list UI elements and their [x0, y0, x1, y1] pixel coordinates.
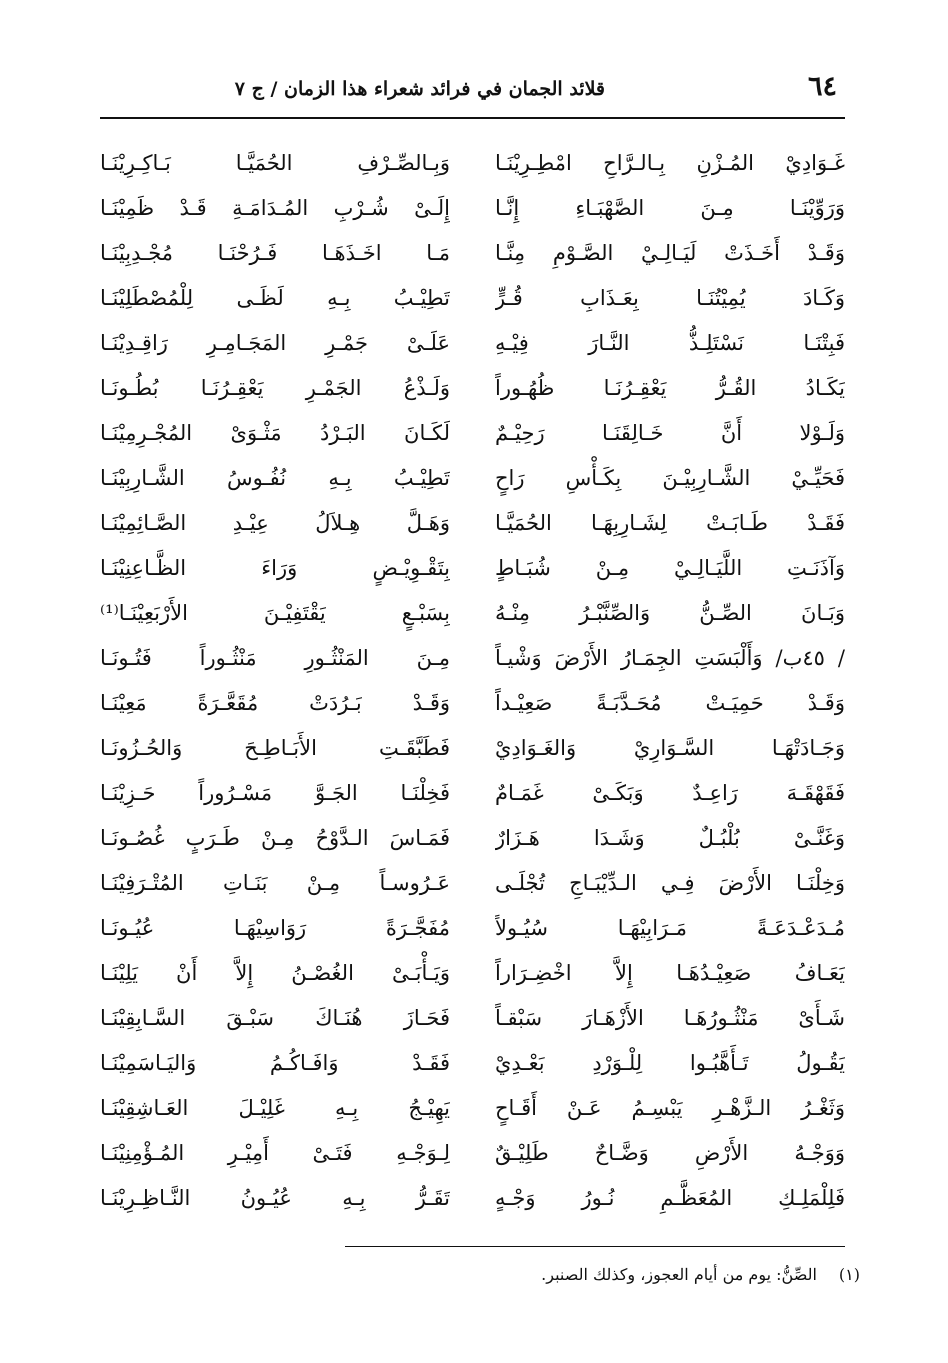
verse-hemistich: وَخِلْنَـا الأَرْضَ فِـي الـدِّيْبَـاجِ تُجْلَـى — [495, 871, 845, 895]
footnote-rule — [345, 1246, 845, 1247]
verse-hemistich: عَـرُوسـاً مِـنْ بَنَـاتِ المُتْـرَفِيْنَـا — [100, 871, 450, 895]
verse-hemistich: لِـوَجْـهِ فَتَـىْ أَمِيْـرِ المُـؤْمِنِيْنَـا — [100, 1141, 450, 1165]
verse-hemistich: فَحَـازَ هُنَـاكَ سَبْـقَ السَّـابِقِيْنَـا — [100, 1006, 450, 1030]
verse-hemistich: فَقَـدْ وَافَـاكُـمُ وَاليَـاسَمِيْنَـا — [100, 1051, 450, 1075]
verse-hemistich: فَبِتْنَـا نَسْتَلِـذُّ النَّـارَ فِيْـهِ — [495, 331, 845, 355]
verse-hemistich: بِتَقْـوِيْـضٍ وَرَاءَ الظَّـاعِنِيْنَـا — [100, 556, 450, 580]
verse-hemistich: وَآذَنَـتِ اللَّيَـالِـيْ مِـنْ شُبَـاطٍ — [495, 556, 845, 580]
verse-hemistich: فَقَـدْ طَـابَـتْ لِشَـارِبِهَـا الحُمَيَّـا — [495, 511, 845, 535]
page-number: ٦٤ — [807, 71, 837, 102]
verse-hemistich: يَعَـافُ صَعِيْـدُهَـا إِلاَّ اخْضِـرَاراً — [495, 961, 845, 985]
verse-hemistich: مُـدَعْـدَعَـةً مَـرَابِيْهَـا سُيُـولاً — [495, 916, 845, 940]
verse-hemistich: وَوَجْـهُ الأَرْضِ وَضَّـاحٌ طَلِيْـقٌ — [495, 1141, 845, 1165]
verse-hemistich: إِلَـىْ شُـرْبِ المُـدَامَـةِ قَـدْ ظَمِيْنَـا — [100, 196, 450, 220]
verse-hemistich: وَقَـدْ بَـرُدَتْ مُقَعَّـرَةً مَعِيْنَـا — [100, 691, 450, 715]
verse-hemistich: وَرَوِّيْنَـا مِـنَ الصَّهْبَـاءِ إِنَّـا — [495, 196, 845, 220]
verse-hemistich: يَكَـادُ القُـرُّ يَعْقِـرُنَـا ظُهُـوراً — [495, 376, 845, 400]
verse-hemistich: شَـأَىْ مَنْثُـورُهَـا الأَزْهَـارَ سَبْقـاً — [495, 1006, 845, 1030]
poem-right-column — [495, 140, 845, 1220]
verse-hemistich: يَقُـولُ تَـأَهَّبُـوا لِلْـوَرْدِ بَعْـدِيْ — [495, 1051, 845, 1075]
verse-hemistich: مِـنَ المَنْثُـورِ مَنْثُـوراً فَتُـونَـا — [100, 646, 450, 670]
verse-hemistich: فَطَبَّقَـتِ الأَبَـاطِـحَ وَالحُـزُونَـا — [100, 736, 450, 760]
verse-hemistich: / ٤٥ب/ وَأَلْبَسَتِ الجِمَـارُ الأَرْضَ وَشْيـاً — [495, 646, 845, 670]
running-title: قلائد الجمان في فرائد شعراء هذا الزمان / ج ٧ — [234, 78, 605, 100]
header-rule — [100, 117, 845, 119]
verse-hemistich: فَحَيِّـيْ الشَّـارِبِيْـنَ بِكَـأْسِ رَاحٍ — [495, 466, 845, 490]
verse-hemistich: تَطِيْـبُ بِـهِ نُفُـوسُ الشَّـارِبِيْنَـا — [100, 466, 450, 490]
verse-hemistich: وَلَـذْعُ الجَمْـرِ يَعْقِـرُنَـا بُطُـونَـا — [100, 376, 450, 400]
verse-hemistich: وَجَـادَتْهَـا السَّـوَارِيْ وَالغَـوَادِيْ — [495, 736, 845, 760]
verse-hemistich: عَلَـىْ جَمْـرِ المَجَـامِـرِ رَاقِـدِيْنَـا — [100, 331, 450, 355]
footnote-marker: (١) — [838, 1265, 860, 1284]
verse-hemistich: وَلَـوْلا أَنَّ خَـالِقَنَـا رَحِيْـمٌ — [495, 421, 845, 445]
footnote-text: الصِّنُّ: يوم من أيام العجوز، وكذلك الصنبر. — [541, 1265, 817, 1284]
verse-hemistich: وَهَـلَّ هِـلاَلُ عِيْـدِ الصَّـائِمِيْنَـا — [100, 511, 450, 535]
verse-hemistich: يَهِيْـجُ بِـهِ غَلِيْـلَ العَـاشِقِيْنَـا — [100, 1096, 450, 1120]
verse-hemistich: بِسَبْـعٍ يَقْتَفِيْـنَ الأَرْبَعِيْنَـا⁽¹⁾ — [100, 601, 450, 625]
footnote — [260, 1262, 860, 1288]
verse-hemistich: وَقَـدْ حَمِيَـتْ مُحَـدَّبَـةً صَعِيْـداً — [495, 691, 845, 715]
verse-hemistich: وَبِـالصِّـرْفِ الحُمَيَّـا بَـاكِـرِيْنَـا — [100, 151, 450, 175]
verse-hemistich: وَكَـادَ يُمِيْتُنَـا بِعَـذَابِ قُـرٍّ — [495, 286, 845, 310]
verse-hemistich: مَـا اخَـذَهَـا فَـرُحْنَـا مُجْـدِبِيْنَـا — [100, 241, 450, 265]
verse-hemistich: لَكَـانَ البَـرْدُ مَثْـوَىْ المُجْـرِمِيْنَـا — [100, 421, 450, 445]
page-header — [100, 70, 845, 110]
verse-hemistich: وَثَغْـرُ الـزَّهْـرِ يَبْسِـمُ عَـنْ أَقَـاحٍ — [495, 1096, 845, 1120]
verse-hemistich: وَبَـانَ الصِّـنُّ وَالصِّنَّبْـرُ مِنْـهُ — [495, 601, 845, 625]
verse-hemistich: غَـوَادِيْ المُـزْنِ بِـالـرَّاحِ امْطِـرِيْنَـا — [495, 151, 845, 175]
verse-hemistich: تَطِيْـبُ بِـهِ لَظَـى لِلْمُصْطَلِيْنَـا — [100, 286, 450, 310]
verse-hemistich: وَغَنَّـىْ بُلْبُـلٌ وَشَـدَا هَـزَارٌ — [495, 826, 845, 850]
verse-hemistich: فَمَـاسَ الـدَّوْحُ مِـنْ طَـرَبٍ غُصُـونَـا — [100, 826, 450, 850]
verse-hemistich: فَقَهْقَـهَ رَاعِـدٌ وَبَكَـىْ غَمَـامٌ — [495, 781, 845, 805]
verse-hemistich: مُفَجَّـرَةً رَوَاسِيْهَـا عُيُـونَـا — [100, 916, 450, 940]
verse-hemistich: تَقَـرُّ بِـهِ عُيُـونُ النَّـاظِـرِيْنَـا — [100, 1186, 450, 1210]
poem-body — [100, 140, 845, 1220]
verse-hemistich: فَلِلْمَلِـكِ المُعَظَّـمِ نُـورُ وَجْـهٍ — [495, 1186, 845, 1210]
verse-hemistich: وَيَـأْبَـىْ الغُصْـنُ إِلاَّ أَنْ يَلِيْنَـا — [100, 961, 450, 985]
verse-hemistich: فَخِلْنَـا الجَـوَّ مَسْـرُوراً حَـزِيْنَـا — [100, 781, 450, 805]
poem-left-column — [100, 140, 450, 1220]
verse-hemistich: وَقَـدْ أَخَـذَتْ لَيَـالِـيْ الصَّـوْمِ مِنَّـا — [495, 241, 845, 265]
